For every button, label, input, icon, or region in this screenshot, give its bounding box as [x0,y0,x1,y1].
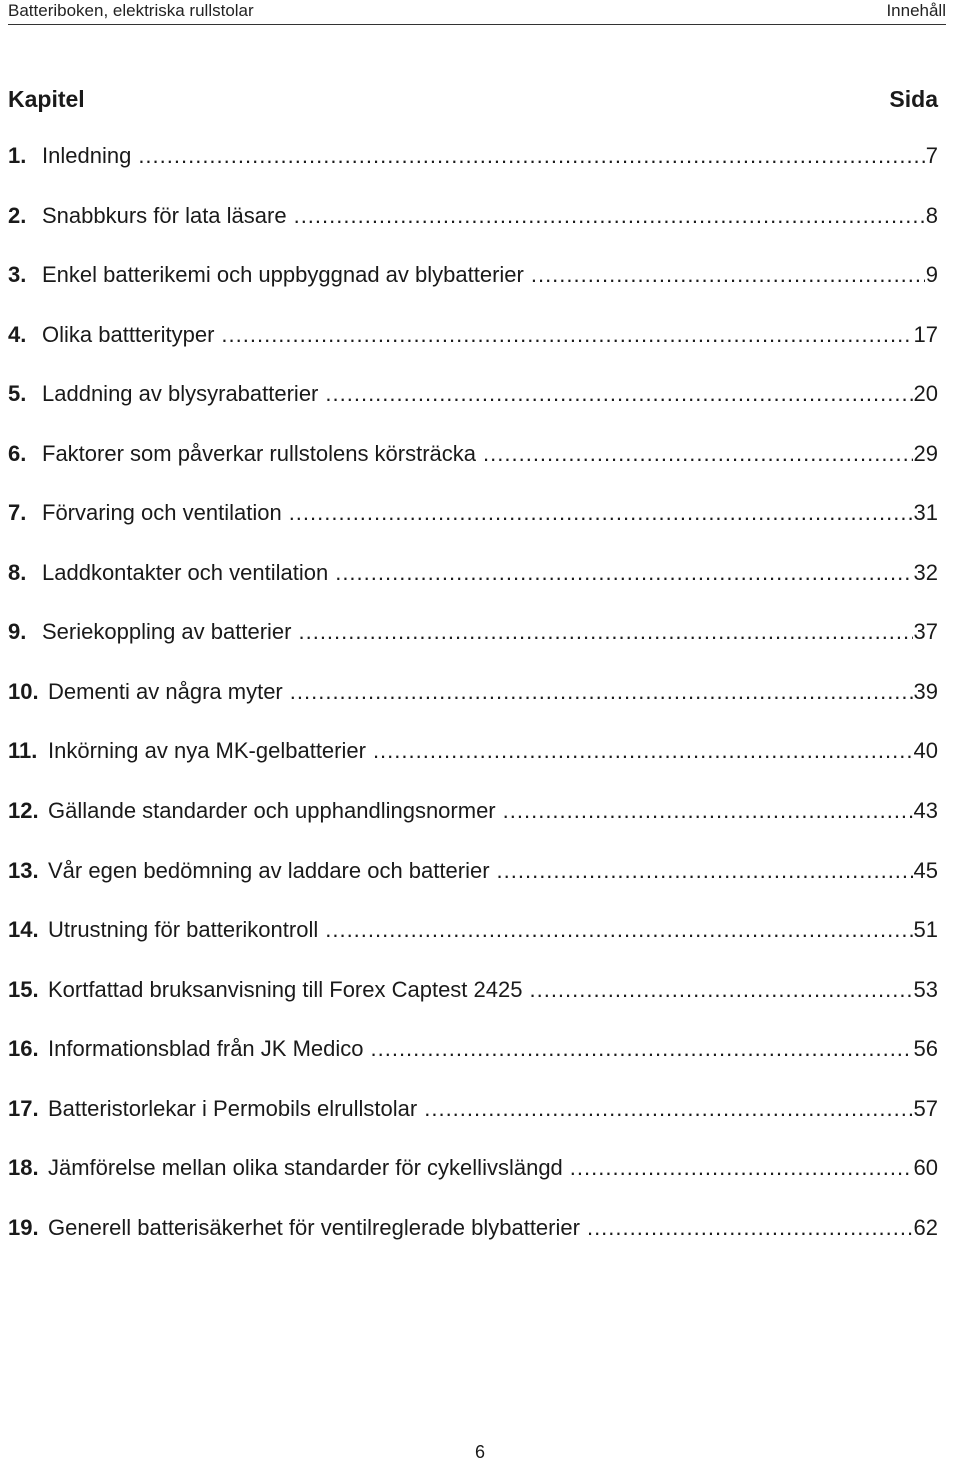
toc-entry [8,1213,938,1273]
toc-dot-leader [290,677,913,707]
toc-entry-number: 7. [8,500,27,526]
toc-dot-leader [570,1153,913,1183]
toc-entry [8,975,938,1035]
toc-dot-leader [325,379,912,409]
toc-dot-leader [294,201,925,231]
page-number: 6 [474,1442,485,1462]
toc-entry-title: Förvaring och ventilation [42,500,282,526]
toc-heading-page: Sida [889,86,938,112]
toc-entry-title: Gällande standarder och upphandlingsnormer [48,798,496,824]
toc-entry-number: 19. [8,1214,39,1240]
toc-entry-number: 11. [8,738,38,764]
toc-entry-number: 1. [8,143,27,168]
toc-entry [8,1034,938,1094]
toc-entry-title: Faktorer som påverkar rullstolens körsträcka [42,440,477,466]
toc-entry-title: Enkel batterikemi och uppbyggnad av blybatterier [42,262,524,288]
toc-entry-page: 60 [913,1155,938,1181]
toc-entry-page: 51 [913,917,938,943]
toc-entry [8,915,938,975]
toc-entry [8,677,938,737]
toc-entry [8,201,938,261]
toc-entry-page: 17 [913,321,938,347]
toc-entry-title: Dementi av några myter [48,678,283,704]
toc-list [8,141,938,1272]
table-of-contents [8,82,938,1272]
toc-entry-number: 17. [8,1095,39,1121]
toc-entry-title: Vår egen bedömning av laddare och batterier [48,857,490,883]
toc-entry-title: Batteristorlekar i Permobils elrullstolar [48,1095,418,1121]
toc-entry-number: 2. [8,202,27,228]
toc-entry-number: 9. [8,619,27,645]
toc-entry-page: 45 [913,857,938,883]
toc-entry-title: Inkörning av nya MK-gelbatterier [48,738,366,764]
toc-entry [8,498,938,558]
toc-entry-number: 18. [8,1155,39,1181]
toc-entry-page: 56 [913,1036,938,1062]
toc-dot-leader [138,141,924,171]
toc-entry-page: 20 [913,381,938,407]
toc-entry [8,796,938,856]
toc-entry [8,320,938,380]
toc-entry-page: 40 [913,738,938,764]
toc-entry-title: Laddkontakter och ventilation [42,559,329,585]
toc-entry-title: Inledning [42,143,132,168]
toc-dot-leader [221,320,912,350]
toc-entry-number: 6. [8,440,27,466]
toc-entry-page: 31 [913,500,938,526]
toc-entry-title: Laddning av blysyrabatterier [42,381,319,407]
toc-entry [8,736,938,796]
toc-dot-leader [483,439,912,469]
toc-entry-page: 29 [913,440,938,466]
toc-heading-chapter: Kapitel [8,86,85,112]
toc-entry-title: Jämförelse mellan olika standarder för cykellivslängd [48,1155,563,1181]
toc-entry [8,617,938,677]
running-header-section: Innehåll [886,1,946,20]
toc-dot-leader [373,736,913,766]
toc-entry-page: 53 [913,976,938,1002]
toc-entry-title: Olika battterityper [42,321,215,347]
toc-entry [8,1094,938,1154]
toc-entry-number: 12. [8,798,39,824]
toc-entry-title: Utrustning för batterikontroll [48,917,319,943]
toc-entry [8,1153,938,1213]
toc-dot-leader [587,1213,913,1243]
toc-entry [8,856,938,916]
toc-entry-number: 15. [8,976,39,1002]
toc-entry-number: 8. [8,559,27,585]
toc-entry-page: 37 [913,619,938,645]
toc-entry-number: 13. [8,857,39,883]
toc-entry [8,558,938,618]
toc-entry-page: 7 [925,143,938,168]
toc-entry-page: 8 [925,202,938,228]
toc-dot-leader [531,260,925,290]
toc-dot-leader [424,1094,912,1124]
toc-entry-number: 4. [8,321,27,347]
running-header [8,0,946,25]
toc-entry-title: Informationsblad från JK Medico [48,1036,364,1062]
toc-dot-leader [503,796,913,826]
toc-entry-page: 32 [913,559,938,585]
toc-entry-number: 5. [8,381,27,407]
toc-entry-title: Snabbkurs för lata läsare [42,202,287,228]
toc-dot-leader [497,856,913,886]
toc-dot-leader [335,558,912,588]
running-header-title: Batteriboken, elektriska rullstolar [8,1,254,20]
toc-entry-number: 10. [8,678,39,704]
toc-entry-title: Generell batterisäkerhet för ventilreglerade blybatterier [48,1214,580,1240]
toc-entry [8,379,938,439]
toc-entry-page: 62 [913,1214,938,1240]
toc-entry [8,141,938,201]
toc-entry [8,439,938,499]
toc-entry-number: 16. [8,1036,39,1062]
toc-entry-page: 9 [925,262,938,288]
toc-dot-leader [529,975,912,1005]
toc-entry-title: Kortfattad bruksanvisning till Forex Captest 2425 [48,976,523,1002]
toc-entry-title: Seriekoppling av batterier [42,619,292,645]
toc-entry-page: 57 [913,1095,938,1121]
toc-entry-page: 43 [913,798,938,824]
toc-dot-leader [298,617,912,647]
toc-entry-number: 14. [8,917,39,943]
toc-heading-row [8,82,938,116]
toc-entry [8,260,938,320]
toc-entry-page: 39 [913,678,938,704]
toc-dot-leader [371,1034,913,1064]
toc-dot-leader [289,498,913,528]
toc-entry-number: 3. [8,262,27,288]
toc-dot-leader [325,915,912,945]
